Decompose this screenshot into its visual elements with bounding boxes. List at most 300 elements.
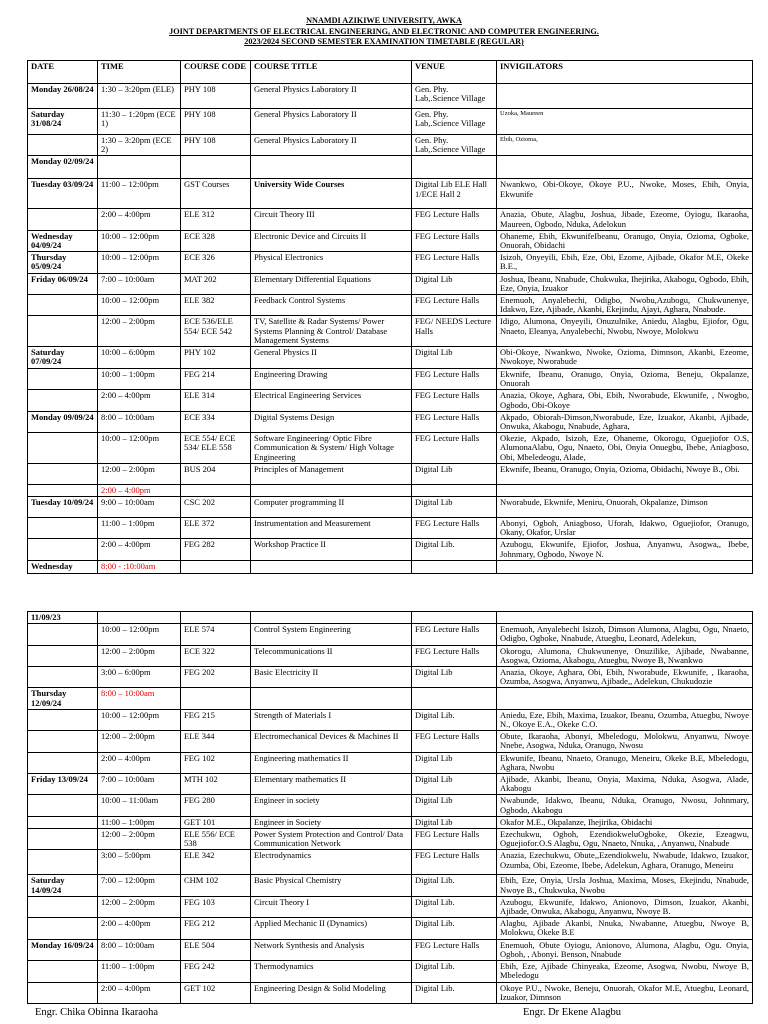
cell-invigilators: Okezie, Akpado, Isizoh, Eze, Ohaneme, Okorogu, Oguejiofor O.S, AlumonaAlabu, Ogu, Nnaeto, Obi, Onyia Onuegbu, Ibebe, Aniagboso, Obi, Mbeledeogu, Alade, xyxy=(497,433,753,464)
cell-date xyxy=(28,645,98,666)
col-header-time: TIME xyxy=(98,61,181,84)
cell-course-code: FEG 102 xyxy=(181,752,251,773)
cell-course-code: FEG 282 xyxy=(181,539,251,561)
cell-time: 2:00 – 4:00pm xyxy=(98,539,181,561)
cell-venue: Digital Lib. xyxy=(412,918,497,939)
cell-date: Monday 26/08/24 xyxy=(28,84,98,109)
cell-course-title: Control System Engineering xyxy=(251,624,412,645)
cell-course-title: Elementary Differential Equations xyxy=(251,273,412,294)
cell-invigilators xyxy=(497,84,753,109)
cell-time: 2:00 – 4:00pm xyxy=(98,982,181,1003)
cell-course-code: ELE 382 xyxy=(181,295,251,316)
cell-date xyxy=(28,795,98,816)
cell-date xyxy=(28,295,98,316)
university-title: NNAMDI AZIKIWE UNIVERSITY, AWKA xyxy=(306,16,462,25)
cell-course-title: Workshop Practice II xyxy=(251,539,412,561)
cell-invigilators: Nwankwo, Obi-Okoye, Okoye P.U., Nwoke, Moses, Ebih, Onyia, Ekwunife xyxy=(497,179,753,209)
cell-date xyxy=(28,624,98,645)
exam-timetable-part-2 xyxy=(27,611,753,1004)
cell-invigilators: Ezechukwu, Ogboh, EzendiokweluOgboke, Okezie, Ezeagwu, Oguejiofor.O.S Alagbu, Ogu, Nnaeto, Nnuka, , Anyanwu, Nnabude xyxy=(497,829,753,850)
table-row xyxy=(28,896,753,917)
table-row xyxy=(28,411,753,432)
cell-invigilators: Abonyi, Ogboh, Aniagboso, Uforah, Idakwo, Oguejiofor, Oranugo, Okany, Okafor, Urslar xyxy=(497,518,753,539)
cell-date: Tuesday 03/09/24 xyxy=(28,179,98,209)
cell-invigilators xyxy=(497,612,753,624)
cell-time xyxy=(98,156,181,179)
cell-course-code: FEG 212 xyxy=(181,918,251,939)
cell-venue: Gen. Phy. Lab,.Science Village xyxy=(412,84,497,109)
signature-right-name: Engr. Dr Ekene Alagbu xyxy=(523,1007,621,1018)
cell-course-code: ECE 322 xyxy=(181,645,251,666)
cell-course-title: General Physics II xyxy=(251,347,412,369)
cell-time: 11:00 – 1:00pm xyxy=(98,518,181,539)
cell-venue: FEG Lecture Halls xyxy=(412,624,497,645)
cell-date xyxy=(28,135,98,156)
cell-invigilators: Ebih, Eze, Ajibade Chinyeaka, Ezeome, Asogwa, Nwobu, Nwoye B, Mbeledogu xyxy=(497,961,753,982)
cell-course-title: Electrical Engineering Services xyxy=(251,390,412,411)
cell-venue: Gen. Phy. Lab,.Science Village xyxy=(412,135,497,156)
cell-time: 2:00 – 4:00pm xyxy=(98,390,181,411)
cell-invigilators: Enemuoh, Obute Oyiogu, Anionovo, Alumona, Alagbu, Ogu. Onyia, Ogboh, , Abonyi. Benson, Nnabude xyxy=(497,939,753,960)
cell-time: 11:00 – 1:00pm xyxy=(98,816,181,828)
cell-course-title: Electrodynamics xyxy=(251,850,412,875)
table-row xyxy=(28,850,753,875)
cell-invigilators: Ebih, Eze, Onyia, Ursla Joshua, Maxima, Moses, Ekejindu, Nnabude, Nwoye B., Chukwuka, Nwobu xyxy=(497,875,753,896)
cell-venue: FEG Lecture Halls xyxy=(412,209,497,230)
cell-time: 7:00 – 12:00pm xyxy=(98,875,181,896)
cell-course-code: PHY 108 xyxy=(181,84,251,109)
cell-date xyxy=(28,433,98,464)
cell-invigilators: Okoye P.U., Nwoke, Beneju, Onuorah, Okafor M.E, Atuegbu, Leonard, Izuakor, Dimnson xyxy=(497,982,753,1003)
cell-course-code: ELE 574 xyxy=(181,624,251,645)
cell-course-code: FEG 214 xyxy=(181,369,251,390)
table-row xyxy=(28,230,753,251)
cell-invigilators xyxy=(497,561,753,573)
table-row xyxy=(28,982,753,1003)
cell-course-code: CHM 102 xyxy=(181,875,251,896)
cell-date xyxy=(28,463,98,484)
cell-course-code xyxy=(181,156,251,179)
cell-date xyxy=(28,709,98,730)
table-row xyxy=(28,497,753,518)
table-row xyxy=(28,209,753,230)
cell-course-title: Electromechanical Devices & Machines II xyxy=(251,731,412,752)
cell-course-title xyxy=(251,612,412,624)
cell-invigilators: Aniedu, Eze, Ebih, Maxima, Izuakor, Ibeanu, Ozumba, Atuegbu, Nwoye N., Okoye E.A., Okeke C.O. xyxy=(497,709,753,730)
cell-venue: Digital Lib ELE Hall 1/ECE Hall 2 xyxy=(412,179,497,209)
cell-venue: Digital Lib xyxy=(412,816,497,828)
col-header-date: DATE xyxy=(28,61,98,84)
cell-date xyxy=(28,961,98,982)
cell-venue: FEG Lecture Halls xyxy=(412,369,497,390)
cell-course-code: ELE 556/ ECE 538 xyxy=(181,829,251,850)
cell-course-code: MAT 202 xyxy=(181,273,251,294)
cell-venue: FEG/ NEEDS Lecture Halls xyxy=(412,316,497,347)
table-row xyxy=(28,369,753,390)
cell-course-code: ECE 326 xyxy=(181,252,251,273)
cell-course-title: Engineering Drawing xyxy=(251,369,412,390)
cell-course-code: ELE 504 xyxy=(181,939,251,960)
cell-time: 3:00 – 5:00pm xyxy=(98,850,181,875)
cell-venue: Digital Lib xyxy=(412,347,497,369)
cell-date xyxy=(28,484,98,496)
cell-venue: FEG Lecture Halls xyxy=(412,230,497,251)
signature-left-name: Engr. Chika Obinna Ikaraoha xyxy=(35,1007,159,1018)
table-row xyxy=(28,624,753,645)
cell-date xyxy=(28,850,98,875)
cell-time: 10:00 – 12:00pm xyxy=(98,252,181,273)
cell-course-title: Engineer in society xyxy=(251,795,412,816)
cell-course-title: Feedback Control Systems xyxy=(251,295,412,316)
cell-venue xyxy=(412,484,497,496)
cell-date xyxy=(28,731,98,752)
cell-venue: FEG Lecture Halls xyxy=(412,411,497,432)
cell-time: 10:00 – 12:00pm xyxy=(98,230,181,251)
cell-time: 10:00 – 12:00pm xyxy=(98,433,181,464)
cell-course-code: ELE 372 xyxy=(181,518,251,539)
cell-course-title xyxy=(251,484,412,496)
cell-course-code: GST Courses xyxy=(181,179,251,209)
cell-date: Saturday 07/09/24 xyxy=(28,347,98,369)
cell-course-title: Engineering mathematics II xyxy=(251,752,412,773)
cell-course-title: Applied Mechanic II (Dynamics) xyxy=(251,918,412,939)
cell-course-title: Engineering Design & Solid Modeling xyxy=(251,982,412,1003)
table-row xyxy=(28,252,753,273)
cell-time: 10:00 – 6:00pm xyxy=(98,347,181,369)
cell-venue: Digital Lib xyxy=(412,752,497,773)
cell-course-title: Principles of Management xyxy=(251,463,412,484)
col-header-course-title: COURSE TITLE xyxy=(251,61,412,84)
cell-course-title: Telecommunications II xyxy=(251,645,412,666)
cell-invigilators: Obute, Ikaraoha, Abonyi, Mbeledogu, Molokwu, Anyanwu, Nwoye Nnebe, Asogwa, Nduka, Oranugo, Nwosu xyxy=(497,731,753,752)
cell-time: 10:00 – 12:00pm xyxy=(98,295,181,316)
cell-venue: Digital Lib xyxy=(412,497,497,518)
cell-course-code: PHY 108 xyxy=(181,135,251,156)
cell-course-code: ELE 314 xyxy=(181,390,251,411)
table-row xyxy=(28,875,753,896)
table-row xyxy=(28,688,753,709)
cell-time: 1:30 – 3:20pm (ELE) xyxy=(98,84,181,109)
col-header-invigilators: INVIGILATORS xyxy=(497,61,753,84)
cell-course-title: Network Synthesis and Analysis xyxy=(251,939,412,960)
table-row xyxy=(28,561,753,573)
cell-course-code: CSC 202 xyxy=(181,497,251,518)
cell-venue: Gen. Phy. Lab,.Science Village xyxy=(412,109,497,135)
cell-time: 1:30 – 3:20pm (ECE 2) xyxy=(98,135,181,156)
cell-time: 12:00 – 2:00pm xyxy=(98,316,181,347)
cell-course-code: GET 101 xyxy=(181,816,251,828)
header-row xyxy=(28,61,753,84)
cell-course-title: Instrumentation and Measurement xyxy=(251,518,412,539)
cell-venue: Digital Lib xyxy=(412,795,497,816)
cell-course-code: PHY 102 xyxy=(181,347,251,369)
cell-invigilators: Nworabude, Ekwnife, Meniru, Onuorah, Okpalanze, Dimson xyxy=(497,497,753,518)
cell-course-title: Physical Electronics xyxy=(251,252,412,273)
cell-course-title: Elementary mathematics II xyxy=(251,774,412,795)
cell-time: 8:00 - :10:00am xyxy=(98,561,181,573)
cell-date: Monday 16/09/24 xyxy=(28,939,98,960)
departments-title: JOINT DEPARTMENTS OF ELECTRICAL ENGINEERING, AND ELECTRONIC AND COMPUTER ENGINEERING. xyxy=(169,27,599,36)
cell-course-code: MTH 102 xyxy=(181,774,251,795)
cell-venue: Digital Lib xyxy=(412,273,497,294)
cell-time: 9:00 – 10:00am xyxy=(98,497,181,518)
cell-course-title: Software Engineering/ Optic Fibre Communication & System/ High Voltage Engineering xyxy=(251,433,412,464)
table-row xyxy=(28,84,753,109)
cell-course-title: General Physics Laboratory II xyxy=(251,84,412,109)
cell-venue: Digital Lib xyxy=(412,774,497,795)
cell-course-code: ELE 344 xyxy=(181,731,251,752)
cell-course-code: FEG 103 xyxy=(181,896,251,917)
table-row xyxy=(28,752,753,773)
cell-date xyxy=(28,896,98,917)
cell-venue: Digital Lib xyxy=(412,463,497,484)
cell-invigilators: Uzoka, Maureen xyxy=(497,109,753,135)
cell-course-code xyxy=(181,484,251,496)
cell-course-title xyxy=(251,688,412,709)
cell-invigilators: Ekwnife, Ibeanu, Oranugo, Onyia, Ozioma, Beneju, Okpalanze, Onuorah xyxy=(497,369,753,390)
cell-course-title: Circuit Theory III xyxy=(251,209,412,230)
cell-course-title: Strength of Materials I xyxy=(251,709,412,730)
cell-date: Wednesday 04/09/24 xyxy=(28,230,98,251)
cell-time: 11:00 – 1:00pm xyxy=(98,961,181,982)
cell-date xyxy=(28,390,98,411)
cell-date xyxy=(28,752,98,773)
cell-course-title: Basic Electricity II xyxy=(251,667,412,688)
cell-time: 8:00 – 10:00am xyxy=(98,411,181,432)
cell-invigilators: Akpado, Obiorah-Dimson,Nworabude, Eze, Izuakor, Akanbi, Ajibade, Onwuka, Akabogu, Nnabude, Aghara, xyxy=(497,411,753,432)
cell-course-code xyxy=(181,612,251,624)
cell-venue: FEG Lecture Halls xyxy=(412,390,497,411)
cell-course-code: ELE 312 xyxy=(181,209,251,230)
cell-invigilators: Joshua, Ibeanu, Nnabude, Chukwuka, Ihejirika, Akabogu, Ogbodo, Ebih, Eze, Onyia, Izuakor xyxy=(497,273,753,294)
cell-venue: Digital Lib. xyxy=(412,961,497,982)
table-row xyxy=(28,135,753,156)
cell-time: 2:00 – 4:00pm xyxy=(98,918,181,939)
cell-invigilators: Ajibade, Akanbi, Ibeanu, Onyia, Maxima, Nduka, Asogwa, Alade, Akabogu xyxy=(497,774,753,795)
cell-time: 10:00 – 12:00pm xyxy=(98,624,181,645)
cell-course-title: General Physics Laboratory II xyxy=(251,135,412,156)
cell-venue: Digital Lib. xyxy=(412,709,497,730)
cell-venue: Digital Lib. xyxy=(412,896,497,917)
cell-time: 8:00 – 10:00am xyxy=(98,688,181,709)
cell-course-title xyxy=(251,561,412,573)
cell-date xyxy=(28,539,98,561)
exam-timetable-part-1 xyxy=(27,60,753,574)
table-row xyxy=(28,774,753,795)
cell-venue: FEG Lecture Halls xyxy=(412,829,497,850)
cell-venue xyxy=(412,156,497,179)
cell-course-title: Basic Physical Chemistry xyxy=(251,875,412,896)
table-row xyxy=(28,316,753,347)
cell-date: Monday 09/09/24 xyxy=(28,411,98,432)
cell-course-title: Computer programming II xyxy=(251,497,412,518)
cell-venue: FEG Lecture Halls xyxy=(412,433,497,464)
cell-venue: FEG Lecture Halls xyxy=(412,295,497,316)
cell-date: Wednesday xyxy=(28,561,98,573)
cell-invigilators: Obi-Okoye, Nwankwo, Nwoke, Ozioma, Dimnson, Akanbi, Ezeome, Nwokoye, Nworabude xyxy=(497,347,753,369)
cell-course-title: TV, Satellite & Radar Systems/ Power Systems Planning & Control/ Database Management Systems xyxy=(251,316,412,347)
cell-date: Saturday 14/09/24 xyxy=(28,875,98,896)
cell-time: 10:00 – 11:00am xyxy=(98,795,181,816)
col-header-course-code: COURSE CODE xyxy=(181,61,251,84)
cell-date xyxy=(28,982,98,1003)
cell-date xyxy=(28,316,98,347)
table-row xyxy=(28,939,753,960)
cell-venue: FEG Lecture Halls xyxy=(412,939,497,960)
cell-venue: FEG Lecture Halls xyxy=(412,850,497,875)
table-row xyxy=(28,829,753,850)
cell-time: 12:00 – 2:00pm xyxy=(98,896,181,917)
cell-date: Monday 02/09/24 xyxy=(28,156,98,179)
cell-course-code xyxy=(181,561,251,573)
table-row xyxy=(28,731,753,752)
table-row xyxy=(28,484,753,496)
cell-invigilators: Anazia, Obute, Alagbu, Joshua, Jibade, Ezeome, Oyiogu, Ikaraoha, Maureen, Ogbodo, Nduka, Adelokun xyxy=(497,209,753,230)
table-row xyxy=(28,645,753,666)
col-header-venue: VENUE xyxy=(412,61,497,84)
table-row xyxy=(28,156,753,179)
cell-venue xyxy=(412,561,497,573)
cell-date: Thursday 05/09/24 xyxy=(28,252,98,273)
table-row xyxy=(28,918,753,939)
table-row xyxy=(28,961,753,982)
cell-course-title: Thermodynamics xyxy=(251,961,412,982)
cell-invigilators: Enemuoh, Anyalebechi Isizoh, Dimson Alumona, Alagbu, Ogu, Nnaeto, Odigbo, Ogboke, Nnabude, Atuegbu, Leonard, Adelekun, xyxy=(497,624,753,645)
table-row xyxy=(28,295,753,316)
cell-course-code: ELE 342 xyxy=(181,850,251,875)
table-row xyxy=(28,463,753,484)
cell-course-code: ECE 554/ ECE 534/ ELE 558 xyxy=(181,433,251,464)
table-row xyxy=(28,109,753,135)
cell-course-title: Circuit Theory I xyxy=(251,896,412,917)
cell-course-code: FEG 242 xyxy=(181,961,251,982)
cell-invigilators xyxy=(497,688,753,709)
cell-date xyxy=(28,667,98,688)
cell-course-code: FEG 280 xyxy=(181,795,251,816)
cell-invigilators: Isizoh, Onyeyili, Ebih, Eze, Obi, Ezome, Ajibade, Okafor M.E, Okeke B.E., xyxy=(497,252,753,273)
table-row xyxy=(28,179,753,209)
cell-time: 12:00 – 2:00pm xyxy=(98,645,181,666)
cell-course-code: FEG 202 xyxy=(181,667,251,688)
cell-invigilators: Anazia, Okoye, Aghara, Obi, Ebih, Nworabude, Ekwunife, , Ikaraoha, Ozumba, Asogwa, Anyanwu, Ajibade,, Adelekun, Chukudozie xyxy=(497,667,753,688)
cell-date: Tuesday 10/09/24 xyxy=(28,497,98,518)
cell-time: 3:00 – 6:00pm xyxy=(98,667,181,688)
table-row xyxy=(28,347,753,369)
cell-invigilators: Ekwnife, Ibeanu, Oranugo, Onyia, Ozioma, Obidachi, Nwoye B., Obi. xyxy=(497,463,753,484)
table-row xyxy=(28,667,753,688)
cell-invigilators: Azubogu, Ekwunife, Idakwo, Anionovo, Dimson, Izuakor, Akanbi, Ajibade, Onwuka, Akabogu, Anyanwu, Nwoye B. xyxy=(497,896,753,917)
cell-time: 2:00 – 4:00pm xyxy=(98,752,181,773)
cell-invigilators xyxy=(497,156,753,179)
cell-time: 2:00 – 4:00pm xyxy=(98,484,181,496)
cell-venue: FEG Lecture Halls xyxy=(412,731,497,752)
cell-venue: Digital Lib. xyxy=(412,875,497,896)
cell-time: 8:00 – 10:00am xyxy=(98,939,181,960)
cell-invigilators: Idigo, Alumona, Onyeyili, Onuzulnike, Aniedu, Alagbu, Ejiofor, Ogu, Nnaeto, Eleanya, Anyalebechi, Nwobu, Nwoye, Molokwu xyxy=(497,316,753,347)
cell-venue: FEG Lecture Halls xyxy=(412,518,497,539)
table-row xyxy=(28,433,753,464)
cell-venue: FEG Lecture Halls xyxy=(412,645,497,666)
table-row xyxy=(28,709,753,730)
cell-date xyxy=(28,829,98,850)
cell-invigilators: Anazia, Okoye, Aghara, Obi, Ebih, Nworabude, Ekwunife, , Nwogbo, Ogbodo, Obi-Okoye xyxy=(497,390,753,411)
table-row xyxy=(28,518,753,539)
cell-course-code: BUS 204 xyxy=(181,463,251,484)
cell-invigilators: Enemuoh, Anyalebechi, Odigbo, Nwobu,Azubogu, Chukwunenye, Idakwo, Eze, Ajibade, Akanbi, Ekejindu, Ajayi, Aghara, Nnabude. xyxy=(497,295,753,316)
cell-venue: FEG Lecture Halls xyxy=(412,252,497,273)
cell-venue: Digital Lib. xyxy=(412,982,497,1003)
cell-time: 11:30 – 1:20pm (ECE 1) xyxy=(98,109,181,135)
cell-invigilators: Alagbu, Ajibade Akanbi, Nnuka, Nwabanne, Atuegbu, Nwoye B, Molokwu, Okeke B.E xyxy=(497,918,753,939)
cell-invigilators: Okafor M.E., Okpalanze, Ihejirika, Obidachi xyxy=(497,816,753,828)
cell-invigilators: Ekwunife, Ibeanu, Nnaeto, Oranugo, Meneiru, Okeke B.E, Mbeledogu, Aghara, Nwobu xyxy=(497,752,753,773)
cell-date xyxy=(28,209,98,230)
cell-time: 7:00 – 10:00am xyxy=(98,273,181,294)
cell-time: 12:00 – 2:00pm xyxy=(98,731,181,752)
cell-invigilators xyxy=(497,484,753,496)
cell-venue xyxy=(412,688,497,709)
cell-time: 12:00 – 2:00pm xyxy=(98,463,181,484)
cell-date: Saturday 31/08/24 xyxy=(28,109,98,135)
cell-invigilators: Azubogu, Ekwunife, Ejiofor, Joshua, Anyanwu, Asogwa,, Ibebe, Johnmary, Ogbodo, Nwoye N. xyxy=(497,539,753,561)
cell-date xyxy=(28,816,98,828)
cell-course-title: Engineer in Society xyxy=(251,816,412,828)
cell-invigilators: Ebih, Ozioma, xyxy=(497,135,753,156)
cell-time: 7:00 – 10:00am xyxy=(98,774,181,795)
cell-date xyxy=(28,369,98,390)
cell-course-title: Power System Protection and Control/ Data Communication Network xyxy=(251,829,412,850)
cell-invigilators: Anazia, Ezechukwu, Obute,,Ezendiokwelu, Nwabude, Idakwo, Izuakor, Ozumba, Obi, Ezeome, Ibebe, Adelekun, Aghara, Oranugo, Meneiru xyxy=(497,850,753,875)
cell-time: 11:00 – 12:00pm xyxy=(98,179,181,209)
table-row xyxy=(28,795,753,816)
cell-time: 10:00 – 1:00pm xyxy=(98,369,181,390)
cell-date xyxy=(28,918,98,939)
cell-venue xyxy=(412,612,497,624)
cell-time: 10:00 – 12:00pm xyxy=(98,709,181,730)
cell-venue: Digital Lib. xyxy=(412,539,497,561)
cell-course-code: ECE 328 xyxy=(181,230,251,251)
table-row xyxy=(28,390,753,411)
table-row xyxy=(28,539,753,561)
cell-course-title: Electronic Device and Circuits II xyxy=(251,230,412,251)
cell-course-title: General Physics Laboratory II xyxy=(251,109,412,135)
cell-date: Friday 13/09/24 xyxy=(28,774,98,795)
cell-date: 11/09/23 xyxy=(28,612,98,624)
cell-course-title xyxy=(251,156,412,179)
cell-invigilators: Nwabunde, Idakwo, Ibeanu, Nduka, Oranugo, Nwosu, Johnmary, Ogbodo, Akabogu xyxy=(497,795,753,816)
cell-time: 12:00 – 2:00pm xyxy=(98,829,181,850)
cell-invigilators: Okorogu, Alumona, Chukwunenye, Onuzilike, Ajibade, Nwabanne, Asogwa, Ozioma, Akabogu, Atuegbu, Nwoye B, Nwankwo xyxy=(497,645,753,666)
cell-course-title: University Wide Courses xyxy=(251,179,412,209)
cell-course-code: GET 102 xyxy=(181,982,251,1003)
cell-course-code: ECE 334 xyxy=(181,411,251,432)
cell-time: 2:00 – 4:00pm xyxy=(98,209,181,230)
cell-time xyxy=(98,612,181,624)
cell-course-code: FEG 215 xyxy=(181,709,251,730)
cell-course-title: Digital Systems Design xyxy=(251,411,412,432)
table-row xyxy=(28,816,753,828)
cell-venue: Digital Lib xyxy=(412,667,497,688)
table-row xyxy=(28,612,753,624)
cell-date xyxy=(28,518,98,539)
timetable-title: 2023/2024 SECOND SEMESTER EXAMINATION TIMETABLE (REGULAR) xyxy=(244,37,524,46)
table-row xyxy=(28,273,753,294)
cell-course-code xyxy=(181,688,251,709)
cell-date: Thursday 12/09/24 xyxy=(28,688,98,709)
cell-invigilators: Ohaneme, Ebih, EkwunifeIbeanu, Oranugo, Onyia, Ozioma, Ogboke, Onuorah, Obidachi xyxy=(497,230,753,251)
cell-course-code: PHY 108 xyxy=(181,109,251,135)
cell-course-code: ECE 536/ELE 554/ ECE 542 xyxy=(181,316,251,347)
